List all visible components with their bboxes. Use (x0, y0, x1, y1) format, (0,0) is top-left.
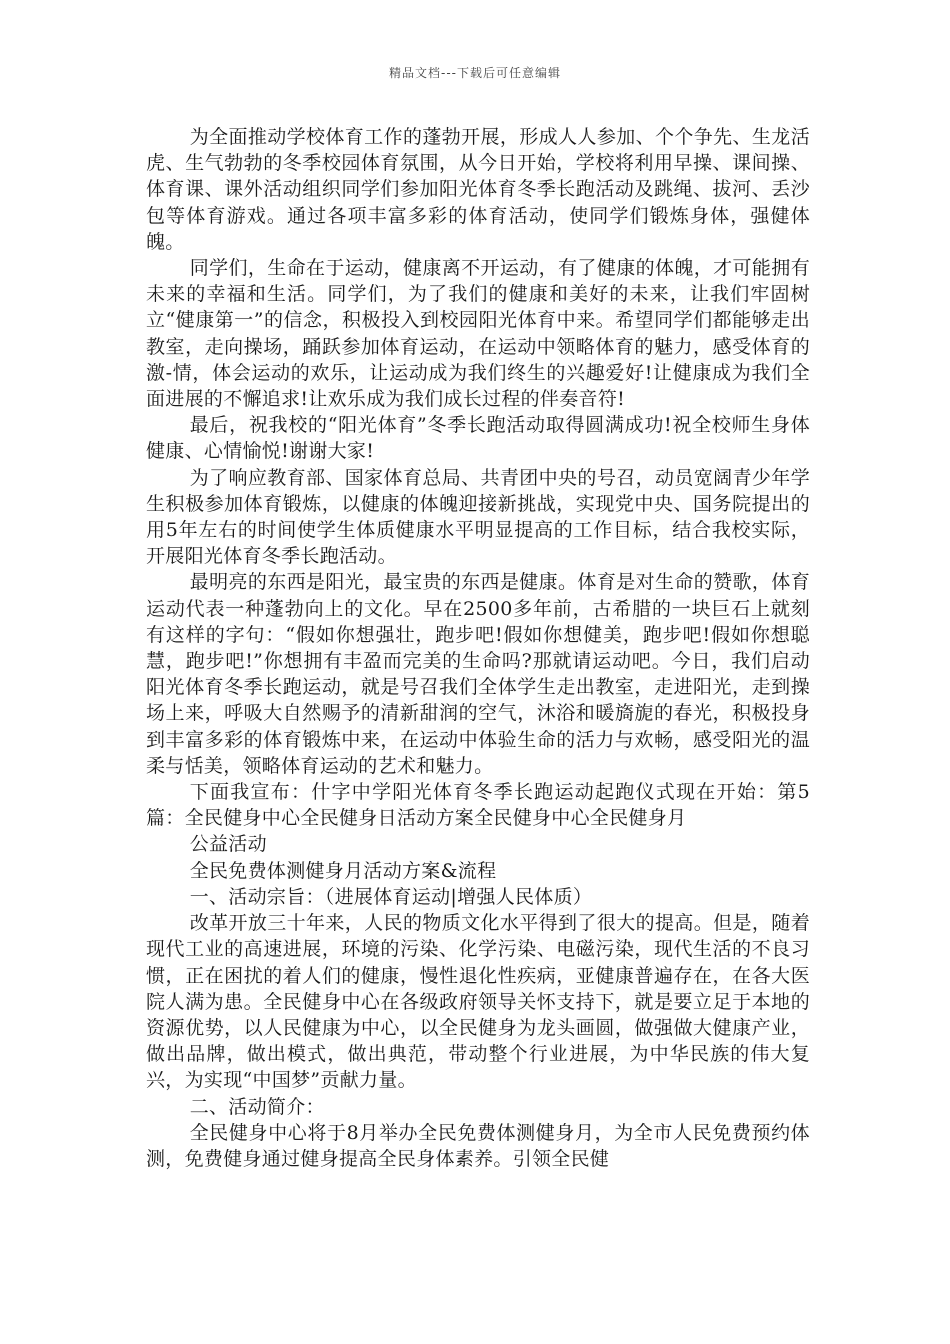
section-heading: 一、活动宗旨：（进展体育运动|增强人民体质） (189, 885, 593, 908)
paragraph: 为全面推动学校体育工作的蓬勃开展，形成人人参加、个个争先、生龙活虎、生气勃勃的冬季校园体育氛围，从今日开始，学校将利用早操、课间操、体育课、课外活动组织同学们参加阳光体育冬季长跑活动及跳绳、拔河、丢沙包等体育游戏。通过各项丰富多彩的体育活动，使同学们锻炼身体，强健体魄。 (146, 126, 810, 253)
paragraph: 为了响应教育部、国家体育总局、共青团中央的号召，动员宽阔青少年学生积极参加体育锻炼，以健康的体魄迎接新挑战，实现党中央、国务院提出的用5年左右的时间使学生体质健康水平明显提高的工作目标，结合我校实际，开展阳光体育冬季长跑活动。 (146, 466, 810, 568)
paragraph: 同学们，生命在于运动，健康离不开运动，有了健康的体魄，才可能拥有未来的幸福和生活。同学们，为了我们的健康和美好的未来，让我们牢固树立“健康第一”的信念，积极投入到校园阳光体育中来。希望同学们都能够走出教室，走向操场，踊跃参加体育运动，在运动中领略体育的魅力，感受体育的激-情，体会运动的欢乐，让运动成为我们终生的兴趣爱好!让健康成为我们全面进展的不懈追求!让欢乐成为我们成长过程的伴奏音符! (146, 257, 810, 411)
paragraph: 改革开放三十年来，人民的物质文化水平得到了很大的提高。但是，随着现代工业的高速进展，环境的污染、化学污染、电磁污染，现代生活的不良习惯，正在困扰的着人们的健康，慢性退化性疾病，亚健康普遍存在，在各大医院人满为患。全民健身中心在各级政府领导关怀支持下，就是要立足于本地的资源优势，以人民健康为中心，以全民健身为龙头画圆，做强做大健康产业，做出品牌，做出模式，做出典范，带动整个行业进展，为中华民族的伟大复兴，为实现“中国梦”贡献力量。 (146, 912, 810, 1092)
paragraph: 最后，祝我校的“阳光体育”冬季长跑活动取得圆满成功!祝全校师生身体健康、心情愉悦!谢谢大家! (146, 414, 810, 463)
paragraph: 全民健身中心将于8月举办全民免费体测健身月，为全市人民免费预约体测，免费健身通过健身提高全民身体素养。引领全民健 (146, 1121, 810, 1170)
page-header: 精品文档---下载后可任意编辑 (389, 66, 561, 80)
section-heading: 二、活动简介： (189, 1095, 325, 1118)
document-body (146, 124, 810, 1172)
paragraph: 公益活动 (189, 833, 267, 856)
paragraph: 最明亮的东西是阳光，最宝贵的东西是健康。体育是对生命的赞歌，体育运动代表一种蓬勃向上的文化。早在2500多年前，古希腊的一块巨石上就刻有这样的字句：“假如你想强壮，跑步吧!假如你想健美，跑步吧!假如你想聪慧，跑步吧!”你想拥有丰盈而完美的生命吗?那就请运动吧。今日，我们启动阳光体育冬季长跑运动，就是号召我们全体学生走出教室，走进阳光，走到操场上来，呼吸大自然赐予的清新甜润的空气，沐浴和暖旖旎的春光，积极投身到丰富多彩的体育锻炼中来，在运动中体验生命的活力与欢畅，感受阳光的温柔与恬美，领略体育运动的艺术和魅力。 (146, 571, 810, 777)
paragraph: 全民免费体测健身月活动方案&流程 (189, 859, 497, 882)
paragraph: 下面我宣布：什字中学阳光体育冬季长跑运动起跑仪式现在开始：第5篇：全民健身中心全民健身日活动方案全民健身中心全民健身月 (146, 781, 810, 830)
